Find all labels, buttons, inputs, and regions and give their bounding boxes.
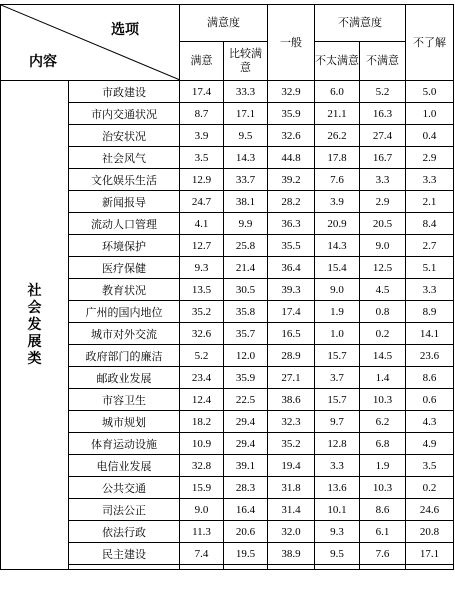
average-value: 32.0: [268, 521, 315, 543]
table-row: [1, 103, 454, 125]
unknown-value: 2.7: [406, 235, 454, 257]
fairly-satisfied-value: 19.5: [224, 543, 268, 565]
fairly-satisfied-value: 39.1: [224, 455, 268, 477]
not-very-satisfied-value: 14.3: [315, 235, 360, 257]
item-label: 市容卫生: [69, 389, 180, 411]
empty-cell: [315, 565, 360, 570]
dissatisfied-value: 9.0: [360, 235, 406, 257]
unknown-value: 5.1: [406, 257, 454, 279]
satisfied-value: 8.7: [180, 103, 224, 125]
not-very-satisfied-value: 3.9: [315, 191, 360, 213]
item-label: 教育状况: [69, 279, 180, 301]
not-very-satisfied-value: 21.1: [315, 103, 360, 125]
fairly-satisfied-value: 33.3: [224, 81, 268, 103]
average-value: 35.5: [268, 235, 315, 257]
item-label: 城市对外交流: [69, 323, 180, 345]
unknown-value: 8.4: [406, 213, 454, 235]
fairly-satisfied-value: 33.7: [224, 169, 268, 191]
not-very-satisfied-value: 1.9: [315, 301, 360, 323]
table-row: [1, 169, 454, 191]
empty-cell: [360, 565, 406, 570]
category-char: 展: [27, 333, 42, 350]
table-row: [1, 279, 454, 301]
item-label: 文化娱乐生活: [69, 169, 180, 191]
empty-cell: [268, 565, 315, 570]
corner-header-cell: [1, 5, 180, 81]
satisfied-value: 23.4: [180, 367, 224, 389]
dissatisfied-value: 4.5: [360, 279, 406, 301]
not-very-satisfied-value: 9.5: [315, 543, 360, 565]
fairly-satisfied-value: 25.8: [224, 235, 268, 257]
item-label: 市内交通状况: [69, 103, 180, 125]
table-row-partial: [1, 565, 454, 570]
unknown-value: 8.9: [406, 301, 454, 323]
unknown-value: 3.3: [406, 169, 454, 191]
category-char: 类: [27, 350, 42, 367]
not-very-satisfied-value: 15.7: [315, 389, 360, 411]
item-label: 广州的国内地位: [69, 301, 180, 323]
category-cell: [1, 81, 69, 570]
category-char: 会: [27, 299, 42, 316]
table-row: [1, 521, 454, 543]
table-row: [1, 81, 454, 103]
table-row: [1, 367, 454, 389]
average-value: 32.3: [268, 411, 315, 433]
average-value: 36.4: [268, 257, 315, 279]
item-label: 市政建设: [69, 81, 180, 103]
dissatisfied-value: 20.5: [360, 213, 406, 235]
average-value: 19.4: [268, 455, 315, 477]
average-value: 31.8: [268, 477, 315, 499]
unknown-value: 1.0: [406, 103, 454, 125]
unknown-value: 14.1: [406, 323, 454, 345]
not-very-satisfied-value: 3.7: [315, 367, 360, 389]
average-value: 28.9: [268, 345, 315, 367]
satisfied-value: 10.9: [180, 433, 224, 455]
table-row: [1, 213, 454, 235]
dissatisfied-value: 6.2: [360, 411, 406, 433]
table-row: [1, 125, 454, 147]
satisfied-value: 12.4: [180, 389, 224, 411]
dissatisfied-value: 8.6: [360, 499, 406, 521]
item-label: 治安状况: [69, 125, 180, 147]
satisfied-value: 12.7: [180, 235, 224, 257]
table-row: [1, 257, 454, 279]
not-very-satisfied-value: 26.2: [315, 125, 360, 147]
average-value: 38.6: [268, 389, 315, 411]
satisfied-value: 3.9: [180, 125, 224, 147]
item-label: 电信业发展: [69, 455, 180, 477]
satisfied-value: 4.1: [180, 213, 224, 235]
average-value: 35.9: [268, 103, 315, 125]
not-very-satisfied-value: 3.3: [315, 455, 360, 477]
average-value: 17.4: [268, 301, 315, 323]
dissatisfied-value: 10.3: [360, 389, 406, 411]
fairly-satisfied-value: 9.5: [224, 125, 268, 147]
fairly-satisfied-value: 30.5: [224, 279, 268, 301]
category-char: 社: [27, 282, 42, 299]
satisfied-group-header: 满意度: [180, 5, 268, 42]
item-label: 环境保护: [69, 235, 180, 257]
fairly-satisfied-value: 21.4: [224, 257, 268, 279]
average-value: 36.3: [268, 213, 315, 235]
item-label: 民主建设: [69, 543, 180, 565]
dissatisfied-value: 2.9: [360, 191, 406, 213]
satisfied-value: 18.2: [180, 411, 224, 433]
satisfied-value: 11.3: [180, 521, 224, 543]
not-very-satisfied-value: 9.0: [315, 279, 360, 301]
satisfied-value: 35.2: [180, 301, 224, 323]
table-row: [1, 543, 454, 565]
table-row: [1, 433, 454, 455]
unknown-value: 8.6: [406, 367, 454, 389]
fairly-satisfied-value: 35.7: [224, 323, 268, 345]
category-char: 发: [27, 316, 42, 333]
unknown-value: 4.3: [406, 411, 454, 433]
not-very-satisfied-value: 10.1: [315, 499, 360, 521]
fairly-satisfied-value: 14.3: [224, 147, 268, 169]
dissatisfied-header: 不满意: [360, 42, 406, 81]
dissatisfied-value: 7.6: [360, 543, 406, 565]
item-label: 政府部门的廉洁: [69, 345, 180, 367]
dissatisfied-value: 27.4: [360, 125, 406, 147]
fairly-satisfied-header: 比较满意: [224, 42, 268, 81]
empty-cell: [180, 565, 224, 570]
not-very-satisfied-value: 15.4: [315, 257, 360, 279]
dissatisfied-value: 0.2: [360, 323, 406, 345]
satisfied-value: 17.4: [180, 81, 224, 103]
average-value: 39.3: [268, 279, 315, 301]
empty-cell: [406, 565, 454, 570]
dissatisfied-value: 16.7: [360, 147, 406, 169]
unknown-value: 0.6: [406, 389, 454, 411]
unknown-value: 2.9: [406, 147, 454, 169]
satisfied-value: 15.9: [180, 477, 224, 499]
item-label: 邮政业发展: [69, 367, 180, 389]
dissatisfied-value: 10.3: [360, 477, 406, 499]
item-label: 司法公正: [69, 499, 180, 521]
satisfied-value: 32.8: [180, 455, 224, 477]
corner-top-label: 选项: [111, 22, 139, 38]
dissatisfied-value: 0.8: [360, 301, 406, 323]
satisfaction-table: [0, 4, 454, 570]
dissatisfied-value: 6.1: [360, 521, 406, 543]
corner-bottom-label: 内容: [29, 54, 57, 70]
empty-cell: [224, 565, 268, 570]
not-very-satisfied-value: 13.6: [315, 477, 360, 499]
item-label: 医疗保健: [69, 257, 180, 279]
empty-cell: [69, 565, 180, 570]
unknown-value: 2.1: [406, 191, 454, 213]
unknown-value: 20.8: [406, 521, 454, 543]
dissatisfied-value: 12.5: [360, 257, 406, 279]
average-header: 一般: [268, 5, 315, 81]
dissatisfied-value: 5.2: [360, 81, 406, 103]
dissatisfied-value: 3.3: [360, 169, 406, 191]
table-row: [1, 455, 454, 477]
fairly-satisfied-value: 29.4: [224, 433, 268, 455]
average-value: 44.8: [268, 147, 315, 169]
satisfied-value: 13.5: [180, 279, 224, 301]
unknown-value: 24.6: [406, 499, 454, 521]
item-label: 新闻报导: [69, 191, 180, 213]
average-value: 28.2: [268, 191, 315, 213]
satisfied-value: 9.3: [180, 257, 224, 279]
satisfied-value: 3.5: [180, 147, 224, 169]
not-very-satisfied-value: 1.0: [315, 323, 360, 345]
not-very-satisfied-value: 17.8: [315, 147, 360, 169]
table-row: [1, 147, 454, 169]
average-value: 35.2: [268, 433, 315, 455]
not-very-satisfied-value: 6.0: [315, 81, 360, 103]
unknown-value: 3.5: [406, 455, 454, 477]
satisfied-value: 9.0: [180, 499, 224, 521]
average-value: 32.6: [268, 125, 315, 147]
item-label: 流动人口管理: [69, 213, 180, 235]
satisfied-value: 7.4: [180, 543, 224, 565]
satisfied-value: 32.6: [180, 323, 224, 345]
unknown-value: 5.0: [406, 81, 454, 103]
fairly-satisfied-value: 20.6: [224, 521, 268, 543]
dissatisfied-value: 6.8: [360, 433, 406, 455]
fairly-satisfied-value: 29.4: [224, 411, 268, 433]
satisfied-value: 24.7: [180, 191, 224, 213]
item-label: 依法行政: [69, 521, 180, 543]
table-row: [1, 191, 454, 213]
unknown-header: 不了解: [406, 5, 454, 81]
item-label: 体育运动设施: [69, 433, 180, 455]
dissatisfied-value: 1.9: [360, 455, 406, 477]
table-row: [1, 477, 454, 499]
unknown-value: 0.2: [406, 477, 454, 499]
item-label: 社会风气: [69, 147, 180, 169]
unknown-value: 23.6: [406, 345, 454, 367]
diagonal-divider: [1, 5, 179, 80]
dissatisfied-value: 16.3: [360, 103, 406, 125]
table-body: [1, 81, 454, 570]
satisfied-header: 满意: [180, 42, 224, 81]
fairly-satisfied-value: 38.1: [224, 191, 268, 213]
unknown-value: 17.1: [406, 543, 454, 565]
not-very-satisfied-value: 7.6: [315, 169, 360, 191]
not-very-satisfied-header: 不太满意: [315, 42, 360, 81]
dissatisfied-group-header: 不满意度: [315, 5, 406, 42]
unknown-value: 4.9: [406, 433, 454, 455]
not-very-satisfied-value: 15.7: [315, 345, 360, 367]
satisfied-value: 12.9: [180, 169, 224, 191]
average-value: 27.1: [268, 367, 315, 389]
item-label: 公共交通: [69, 477, 180, 499]
not-very-satisfied-value: 9.7: [315, 411, 360, 433]
fairly-satisfied-value: 12.0: [224, 345, 268, 367]
unknown-value: 0.4: [406, 125, 454, 147]
average-value: 31.4: [268, 499, 315, 521]
table-row: [1, 301, 454, 323]
fairly-satisfied-value: 9.9: [224, 213, 268, 235]
item-label: 城市规划: [69, 411, 180, 433]
table-row: [1, 345, 454, 367]
not-very-satisfied-value: 12.8: [315, 433, 360, 455]
fairly-satisfied-value: 28.3: [224, 477, 268, 499]
fairly-satisfied-value: 35.8: [224, 301, 268, 323]
not-very-satisfied-value: 9.3: [315, 521, 360, 543]
dissatisfied-value: 1.4: [360, 367, 406, 389]
average-value: 32.9: [268, 81, 315, 103]
table-row: [1, 499, 454, 521]
table-row: [1, 389, 454, 411]
table-row: [1, 411, 454, 433]
not-very-satisfied-value: 20.9: [315, 213, 360, 235]
average-value: 16.5: [268, 323, 315, 345]
table-row: [1, 235, 454, 257]
table-row: [1, 323, 454, 345]
unknown-value: 3.3: [406, 279, 454, 301]
average-value: 38.9: [268, 543, 315, 565]
fairly-satisfied-value: 35.9: [224, 367, 268, 389]
satisfied-value: 5.2: [180, 345, 224, 367]
fairly-satisfied-value: 22.5: [224, 389, 268, 411]
dissatisfied-value: 14.5: [360, 345, 406, 367]
fairly-satisfied-value: 17.1: [224, 103, 268, 125]
fairly-satisfied-value: 16.4: [224, 499, 268, 521]
average-value: 39.2: [268, 169, 315, 191]
